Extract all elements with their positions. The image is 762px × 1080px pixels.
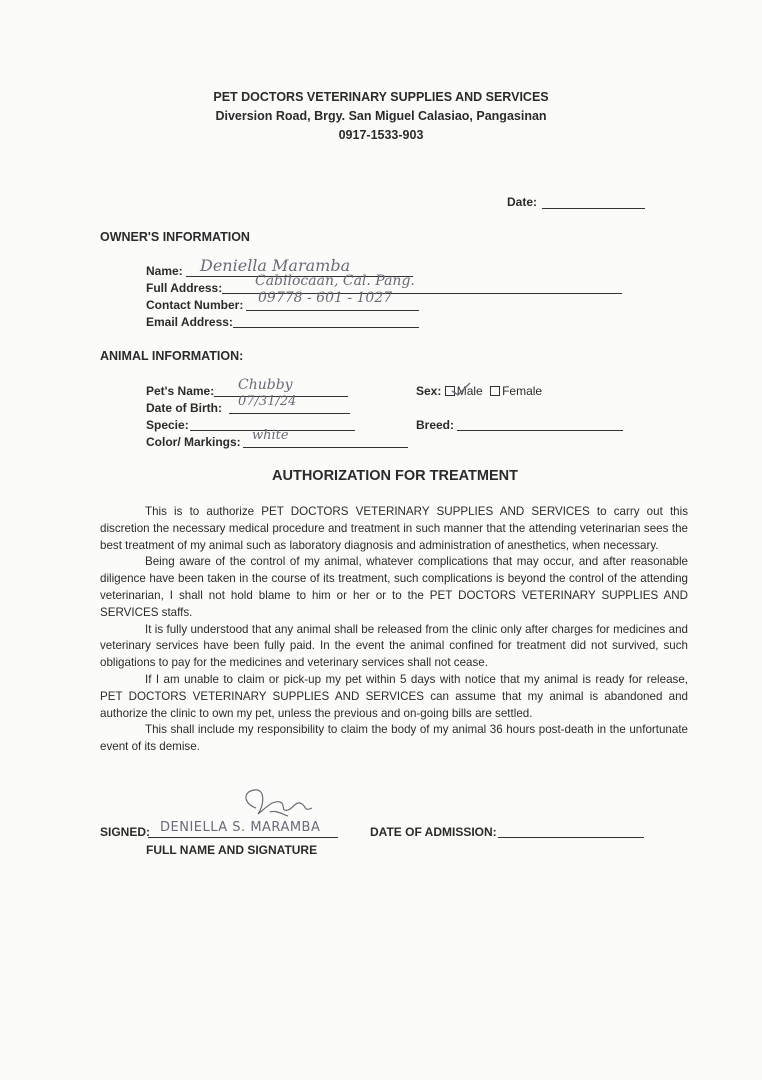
authorization-paragraph-2: Being aware of the control of my animal, whatever complications that may occur, and after reasonable diligence have been taken in the course of its treatment, such complications is beyond the control of the attending veterinarian, I shall not hold blame to him or her or to the PET DOCTORS VETERINARY SUPPLIES AND SERVICES staffs. [100,555,688,619]
owner-email-label: Email Address: [146,315,233,329]
breed-line [457,416,623,431]
pet-name-label: Pet's Name: [146,384,215,398]
owner-section-title: OWNER'S INFORMATION [100,230,250,244]
dob-label: Date of Birth: [146,401,222,415]
authorization-paragraph-4: If I am unable to claim or pick-up my pet within 5 days with notice that my animal is ready for release, PET DOCTORS VETERINARY SUPPLIES AND SERVICES can assume that my animal is abandoned and authorize the clinic to own my pet, unless the previous and on-going bills are settled. [100,672,688,720]
sex-female-checkbox[interactable] [490,386,500,396]
breed-label: Breed: [416,418,455,432]
authorization-paragraph-3: It is fully understood that any animal shall be released from the clinic only after charges for medicines and veterinary services have been fully paid. In the event the animal confined for treatment did not survived, such obligations to pay for the medicines and veterinary services shall not cease. [100,622,688,670]
company-address: Diversion Road, Brgy. San Miguel Calasiao, Pangasinan [215,109,547,123]
specie-label: Specie: [146,418,189,432]
animal-section-title: ANIMAL INFORMATION: [100,349,244,363]
sex-field [416,384,542,398]
pet-name-value: Chubby [238,377,293,393]
date-label: Date: [507,195,538,209]
sex-male-check-mark-icon [450,380,472,398]
owner-name-label: Name: [146,264,183,278]
authorization-body [100,504,688,756]
sex-female-label: Female [502,384,543,398]
owner-name-value: Deniella Maramba [200,256,351,275]
dob-value: 07/31/24 [238,394,297,409]
admission-date-label: DATE OF ADMISSION: [370,825,497,839]
handwritten-signature-icon [236,786,326,824]
owner-address-label: Full Address: [146,281,223,295]
owner-email-line [233,313,419,328]
company-phone: 0917-1533-903 [338,128,424,142]
admission-date-line [498,823,644,838]
owner-contact-value: 09778 - 601 - 1027 [258,290,393,306]
color-label: Color/ Markings: [146,435,241,449]
authorization-paragraph-1: This is to authorize PET DOCTORS VETERINARY SUPPLIES AND SERVICES to carry out this discretion the necessary medical procedure and treatment in such manner that the attending veterinarian sees the best treatment of my animal such as laboratory diagnosis and administration of anesthetics, when necessary. [100,505,688,552]
signed-label: SIGNED: [100,825,151,839]
signed-name-value: DENIELLA S. MARAMBA [160,820,321,835]
owner-address-value: Cabilocaan, Cal. Pang. [255,273,415,289]
color-value: white [252,428,289,443]
company-name: PET DOCTORS VETERINARY SUPPLIES AND SERVICES [213,90,549,104]
authorization-title: AUTHORIZATION FOR TREATMENT [272,468,518,484]
date-line [542,194,645,209]
signature-caption: FULL NAME AND SIGNATURE [146,843,318,857]
authorization-paragraph-5: This shall include my responsibility to claim the body of my animal 36 hours post-death in the unfortunate event of its demise. [100,723,688,754]
sex-label: Sex: [416,384,442,398]
owner-contact-label: Contact Number: [146,298,244,312]
sex-male-label: Male [456,384,483,398]
